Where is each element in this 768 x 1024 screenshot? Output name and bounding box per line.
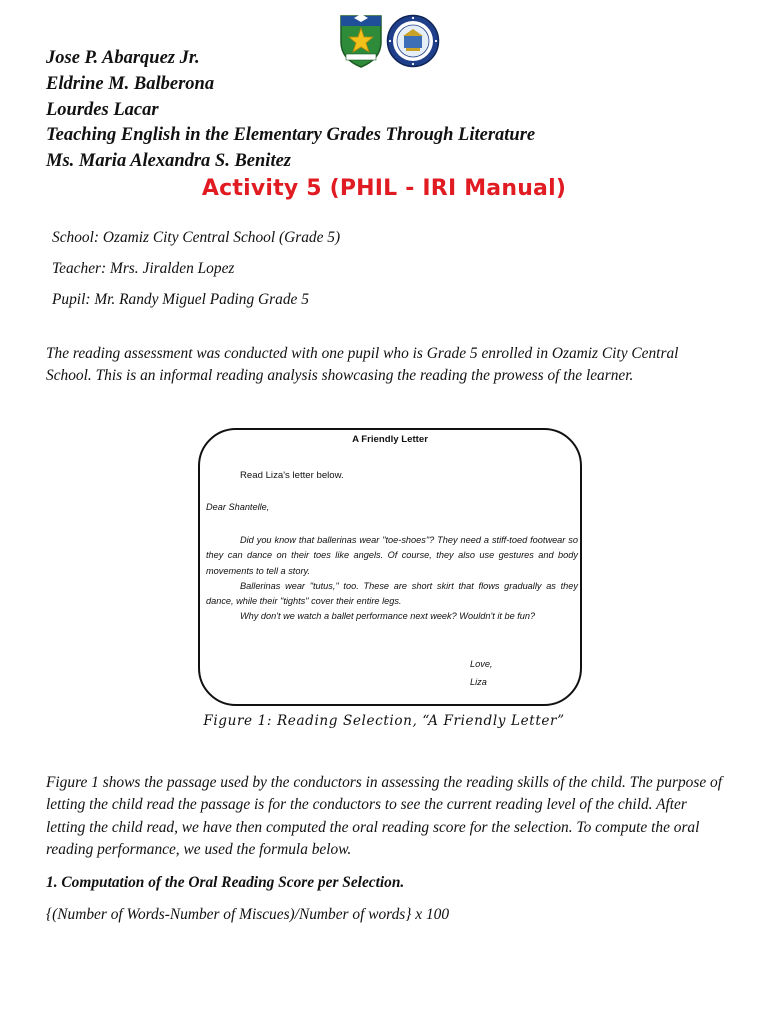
author-list xyxy=(46,46,535,175)
letter-paragraph: Why don't we watch a ballet performance next week? Wouldn't it be fun? xyxy=(240,611,536,622)
letter-title: A Friendly Letter xyxy=(352,434,428,445)
figure-caption: Figure 1: Reading Selection, “A Friendly Letter” xyxy=(203,713,565,729)
intro-paragraph: The reading assessment was conducted with one pupil who is Grade 5 enrolled in Ozamiz City Central School. This is an informal reading analysis showcasing the reading the prowess of the learner. xyxy=(46,345,679,385)
reading-selection-figure xyxy=(198,428,582,706)
assessment-info xyxy=(52,222,340,315)
letter-closing xyxy=(470,655,492,691)
formula-text: {(Number of Words-Number of Miscues)/Number of words} x 100 xyxy=(46,906,450,923)
pupil-line: Pupil: Mr. Randy Miguel Pading Grade 5 xyxy=(52,291,309,308)
author-name: Lourdes Lacar xyxy=(46,99,159,120)
author-name: Eldrine M. Balberona xyxy=(46,73,215,94)
course-title: Teaching English in the Elementary Grades Through Literature xyxy=(46,125,536,146)
letter-body xyxy=(206,533,578,625)
instructor-name: Ms. Maria Alexandra S. Benitez xyxy=(46,151,291,172)
activity-title: Activity 5 (PHIL - IRI Manual) xyxy=(201,176,567,201)
letter-greeting: Dear Shantelle, xyxy=(206,502,270,512)
school-line: School: Ozamiz City Central School (Grade 5) xyxy=(52,229,341,246)
letter-closing-word: Love, xyxy=(470,659,493,669)
letter-paragraph: Ballerinas wear "tutus," too. These are short skirt that flows gradually as they dance, while their "tights" cover their entire legs. xyxy=(206,580,578,607)
body-paragraph: Figure 1 shows the passage used by the conductors in assessing the reading skills of the child. The purpose of letting the child read the passage is for the conductors to see the current reading level of the child. After letting the child read, we have then computed the oral reading score for the selection. To compute the oral reading performance, we used the formula below. xyxy=(46,774,722,858)
section-heading: 1. Computation of the Oral Reading Score per Selection. xyxy=(46,874,405,891)
letter-signature: Liza xyxy=(470,677,487,687)
author-name: Jose P. Abarquez Jr. xyxy=(46,48,200,68)
letter-instruction: Read Liza's letter below. xyxy=(240,470,344,481)
teacher-line: Teacher: Mrs. Jiralden Lopez xyxy=(52,260,235,277)
letter-paragraph: Did you know that ballerinas wear "toe-shoes"? They need a stiff-toed footwear so they can dance on their toes like angels. Of course, they also use gestures and body movements to tell a story. xyxy=(206,535,578,576)
